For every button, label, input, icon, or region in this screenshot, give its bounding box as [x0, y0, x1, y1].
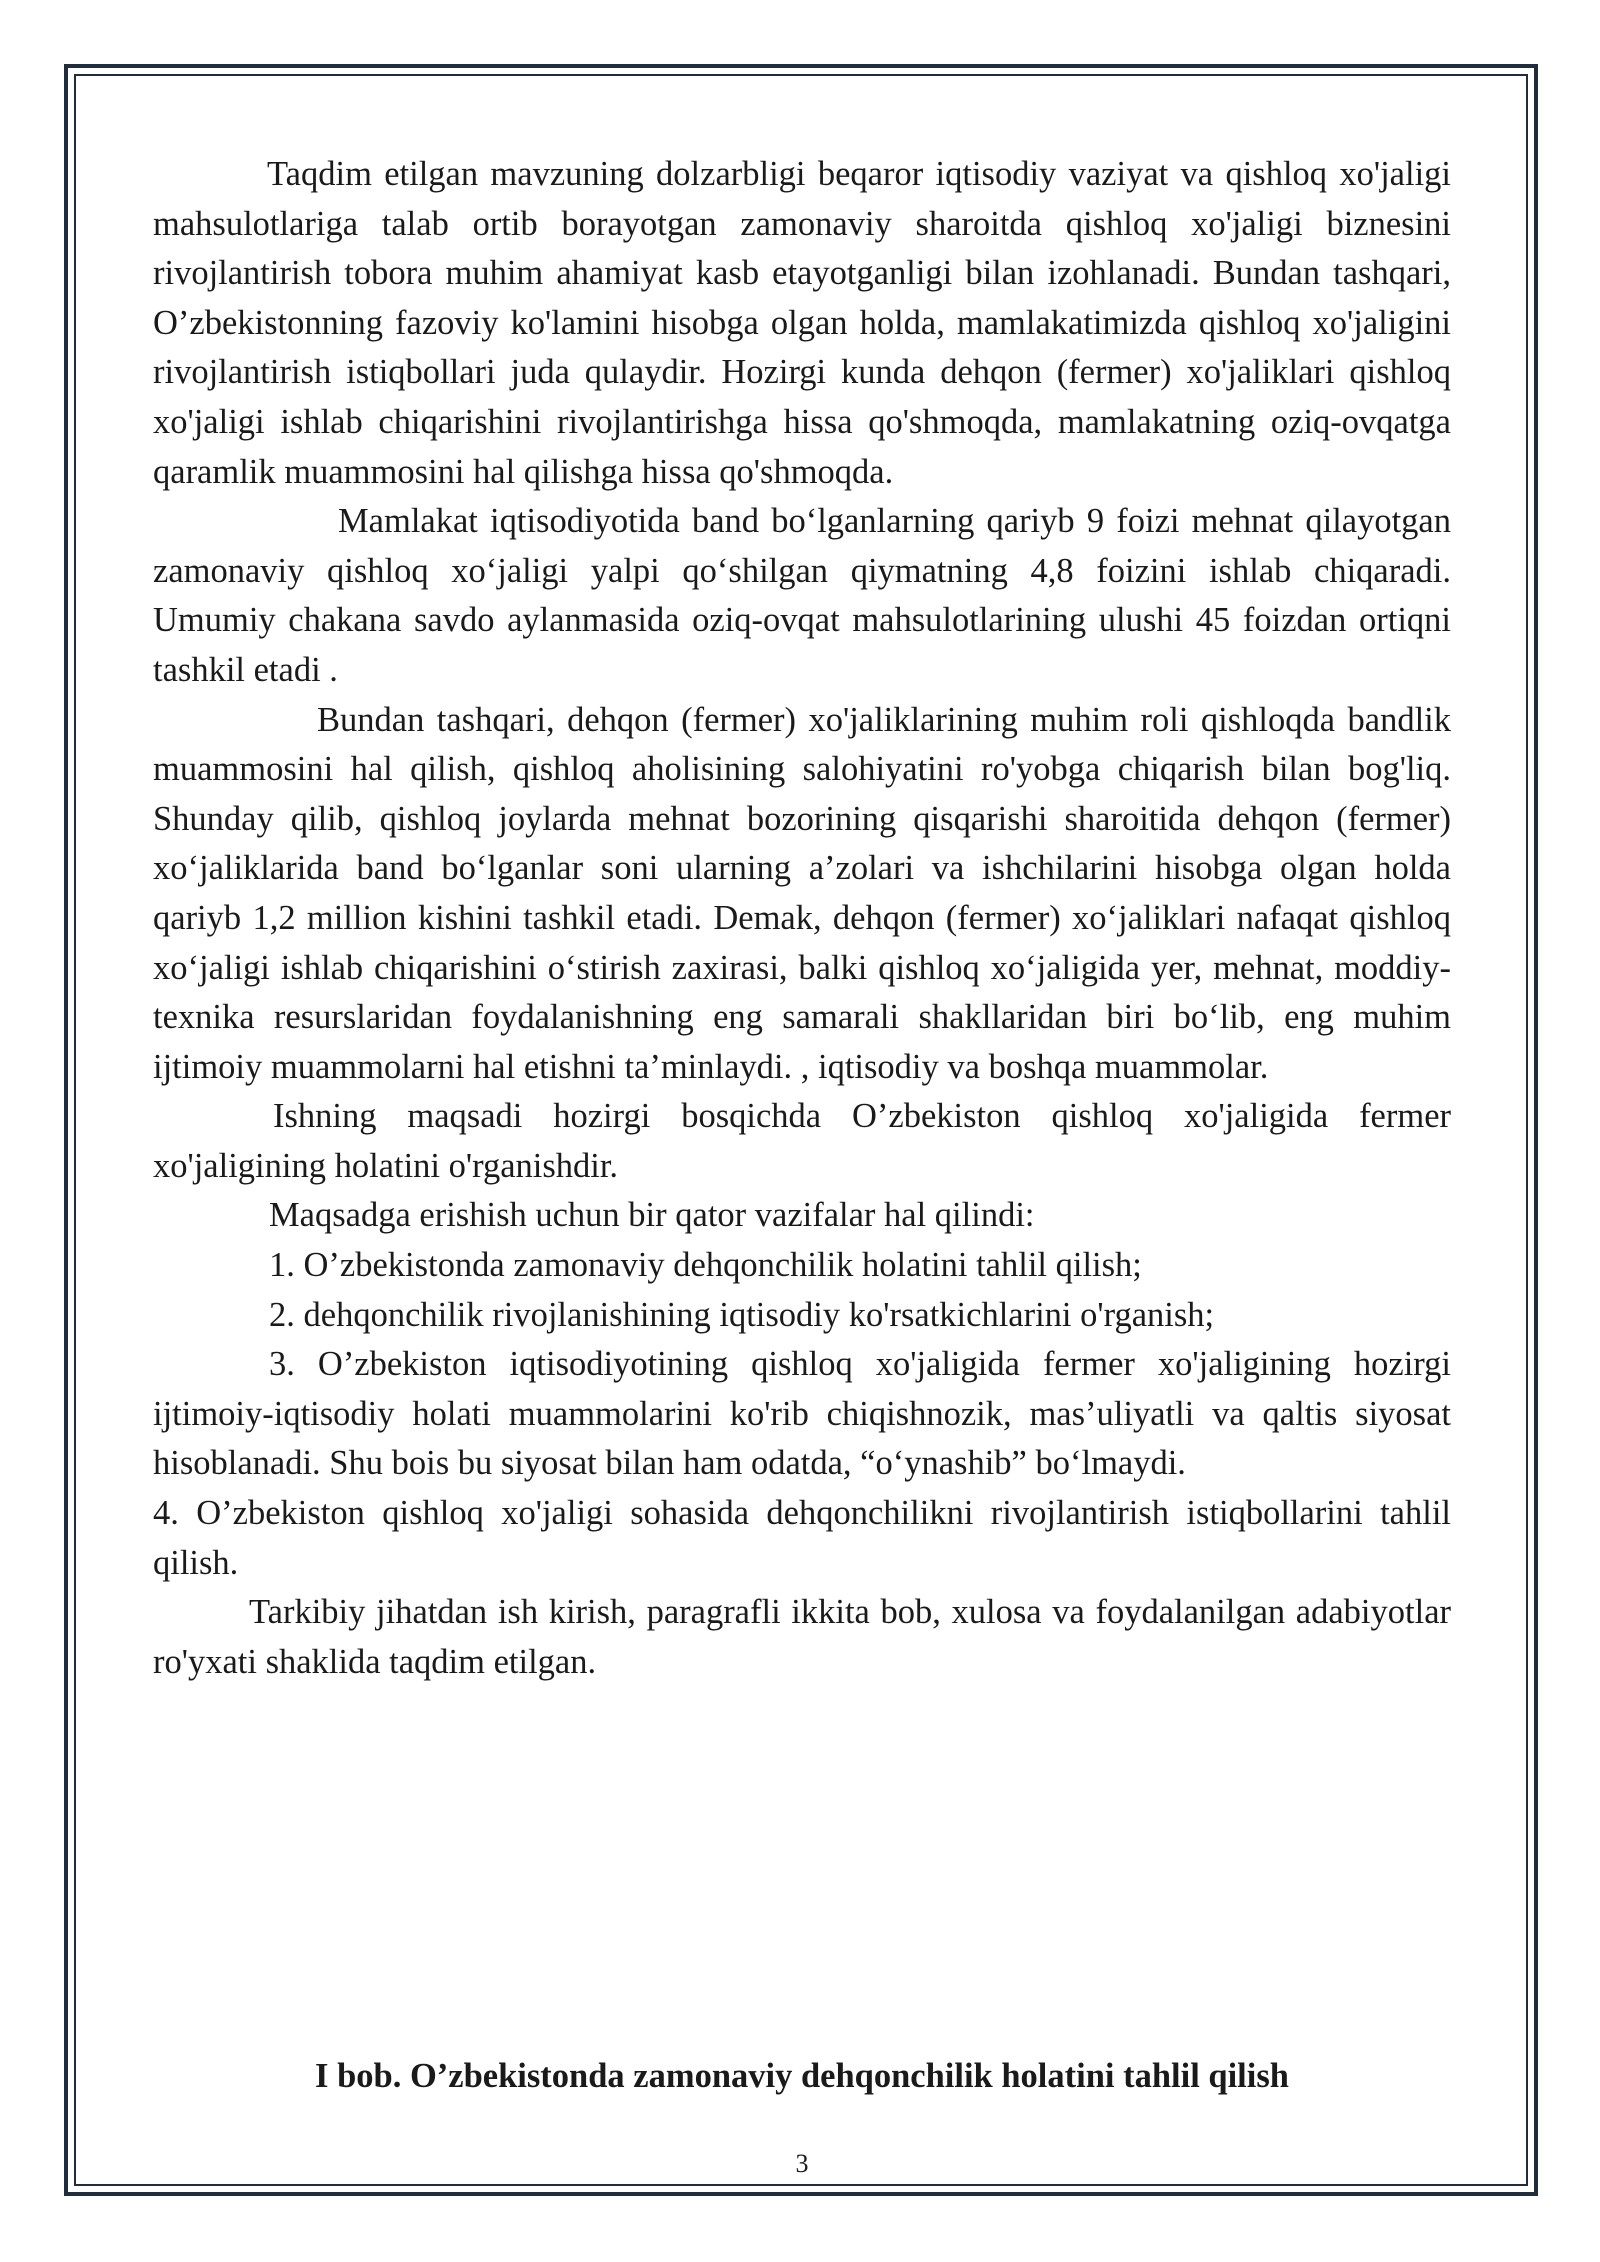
chapter-heading: I bob. O’zbekistonda zamonaviy dehqonchilik holatini tahlil qilish: [315, 2057, 1289, 2095]
task-item-3: 3. O’zbekiston iqtisodiyotining qishloq xo'jaligida fermer xo'jaligining hozirgi ijtimoiy-iqtisodiy holati muammolarini ko'rib chiqishnozik, mas’uliyatli va qaltis siyosat hisoblanadi. Shu bois bu siyosat bilan ham odatda, “o‘ynashib” bo‘lmaydi.: [153, 1345, 1451, 1483]
task-item-1: 1. O’zbekistonda zamonaviy dehqonchilik holatini tahlil qilish;: [269, 1246, 1142, 1285]
task-item-2: 2. dehqonchilik rivojlanishining iqtisodiy ko'rsatkichlarini o'rganish;: [269, 1295, 1215, 1334]
paragraph-statistics: Mamlakat iqtisodiyotida band bo‘lganlarning qariyb 9 foizi mehnat qilayotgan zamonaviy qishloq xo‘jaligi yalpi qo‘shilgan qiymatning 4,8 foizini ishlab chiqaradi. Umumiy chakana savdo aylanmasida oziq-ovqat mahsulotlarining ulushi 45 foizdan ortiqni tashkil etadi .: [153, 502, 1451, 689]
document-body: [153, 150, 1451, 1687]
paragraph-tasks-intro: Maqsadga erishish uchun bir qator vazifalar hal qilindi:: [269, 1196, 1035, 1235]
paragraph-structure: Tarkibiy jihatdan ish kirish, paragrafli ikkita bob, xulosa va foydalanilgan adabiyotlar ro'yxati shaklida taqdim etilgan.: [153, 1593, 1451, 1681]
paragraph-goal: Ishning maqsadi hozirgi bosqichda O’zbekiston qishloq xo'jaligida fermer xo'jaligining holatini o'rganishdir.: [153, 1097, 1451, 1185]
paragraph-relevance: Taqdim etilgan mavzuning dolzarbligi beqaror iqtisodiy vaziyat va qishloq xo'jaligi mahsulotlariga talab ortib borayotgan zamonaviy sharoitda qishloq xo'jaligi biznesini rivojlantirish tobora muhim ahamiyat kasb etayotganligi bilan izohlanadi. Bundan tashqari, O’zbekistonning fazoviy ko'lamini hisobga olgan holda, mamlakatimizda qishloq xo'jaligini rivojlantirish istiqbollari juda qulaydir. Hozirgi kunda dehqon (fermer) xo'jaliklari qishloq xo'jaligi ishlab chiqarishini rivojlantirishga hissa qo'shmoqda, mamlakatning oziq-ovqatga qaramlik muammosini hal qilishga hissa qo'shmoqda.: [153, 155, 1451, 491]
paragraph-employment: Bundan tashqari, dehqon (fermer) xo'jaliklarining muhim roli qishloqda bandlik muammosini hal qilish, qishloq aholisining salohiyatini ro'yobga chiqarish bilan bog'liq. Shunday qilib, qishloq joylarda mehnat bozorining qisqarishi sharoitida dehqon (fermer) xo‘jaliklarida band bo‘lganlar soni ularning a’zolari va ishchilarini hisobga olgan holda qariyb 1,2 million kishini tashkil etadi. Demak, dehqon (fermer) xo‘jaliklari nafaqat qishloq xo‘jaligi ishlab chiqarishini o‘stirish zaxirasi, balki qishloq xo‘jaligida yer, mehnat, moddiy-texnika resurslaridan foydalanishning eng samarali shakllaridan biri bo‘lib, eng muhim ijtimoiy muammolarni hal etishni ta’minlaydi. , iqtisodiy va boshqa muammolar.: [153, 700, 1451, 1086]
task-item-4: 4. O’zbekiston qishloq xo'jaligi sohasida dehqonchilikni rivojlantirish istiqbollarini tahlil qilish.: [153, 1494, 1451, 1582]
page-number: 3: [795, 2149, 809, 2178]
